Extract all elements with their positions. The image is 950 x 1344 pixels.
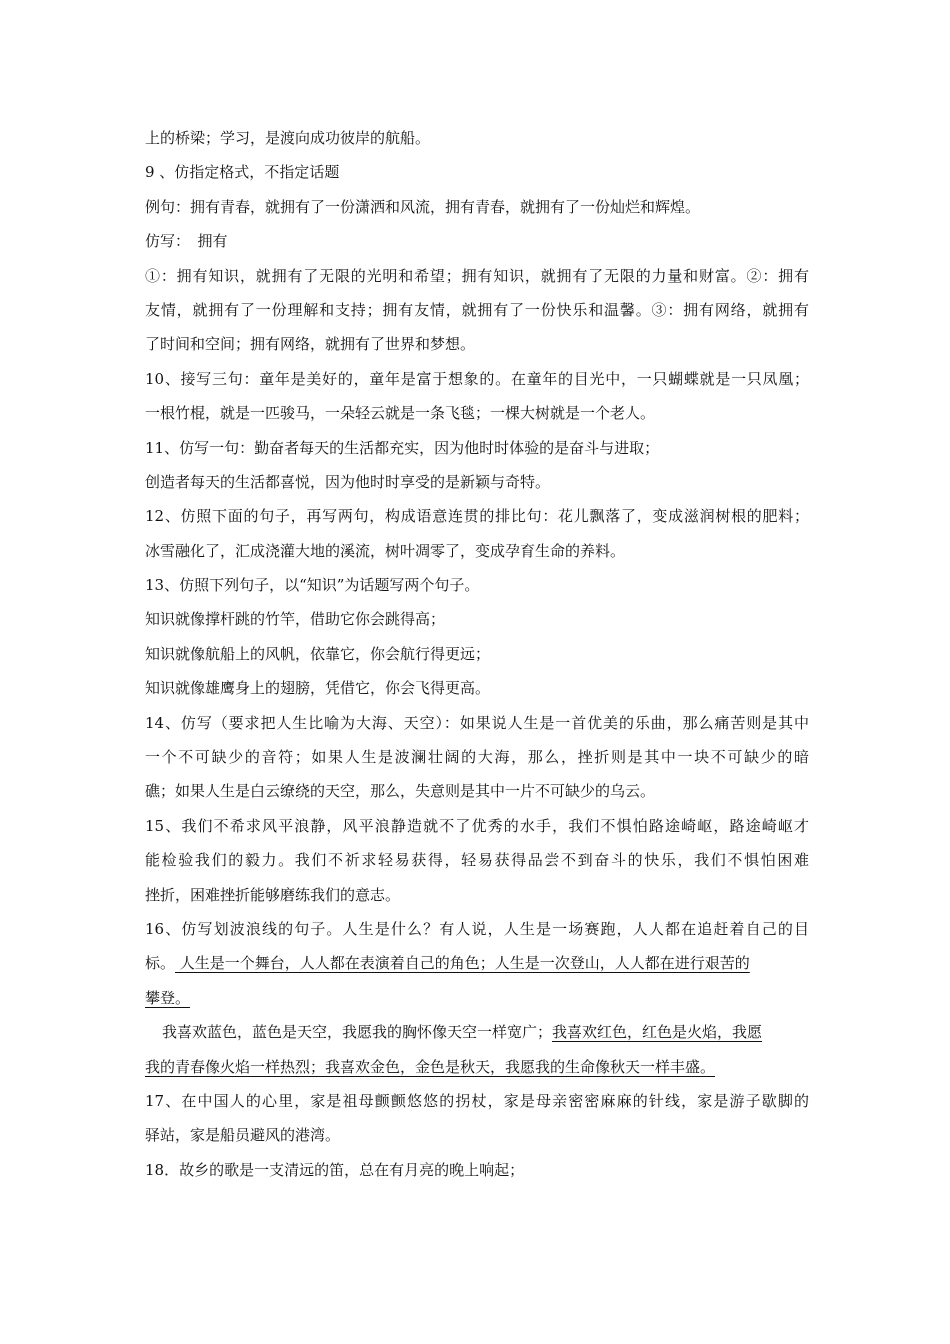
line-text: 14、仿写（要求把人生比喻为大海、天空）：如果说人生是一首优美的乐曲，那么痛苦则是其中 (145, 713, 809, 732)
section-heading-13 (145, 568, 809, 602)
text-line (145, 327, 809, 361)
text-line (145, 981, 809, 1015)
line-text: 一根竹棍，就是一匹骏马，一朵轻云就是一条飞毯；一棵大树就是一个老人。 (145, 404, 656, 423)
line-text: 仿写： 拥有 (145, 232, 228, 251)
underlined-answer: 攀登。 (145, 988, 191, 1007)
line-text: 上的桥梁；学习，是渡向成功彼岸的航船。 (145, 129, 431, 147)
text-line (145, 671, 809, 705)
text-line (145, 121, 809, 155)
line-text: 礁；如果人生是白云缭绕的天空，那么，失意则是其中一片不可缺少的乌云。 (145, 782, 656, 801)
underlined-answer: 我喜欢红色，红色是火焰，我愿 (552, 1023, 763, 1042)
line-text: 驿站，家是船员避风的港湾。 (145, 1126, 341, 1145)
line-text: 10、接写三句：童年是美好的，童年是富于想象的。在童年的目光中，一只蝴蝶就是一只凤凰； (145, 369, 809, 388)
section-heading-14 (145, 706, 809, 740)
line-text: 创造者每天的生活都喜悦，因为他时时享受的是新颖与奇特。 (145, 472, 551, 491)
text-line (145, 740, 809, 774)
section-heading-15 (145, 809, 809, 843)
text-line (145, 602, 809, 636)
text-line (145, 1015, 809, 1049)
text-line (145, 259, 809, 293)
line-text: 知识就像雄鹰身上的翅膀，凭借它，你会飞得更高。 (145, 679, 491, 698)
text-line (145, 1118, 809, 1152)
text-line (145, 1050, 809, 1084)
line-text: 我喜欢蓝色，蓝色是天空，我愿我的胸怀像天空一样宽广； (162, 1023, 553, 1042)
line-text: 13、仿照下列句子，以“知识”为话题写两个句子。 (145, 576, 480, 595)
line-text: ①：拥有知识，就拥有了无限的光明和希望；拥有知识，就拥有了无限的力量和财富。②：拥有 (145, 266, 809, 285)
line-text: 16、仿写划波浪线的句子。人生是什么？有人说，人生是一场赛跑，人人都在追赶着自己的目 (145, 919, 809, 938)
line-text: 9 、仿指定格式，不指定话题 (145, 163, 340, 182)
line-text: 友情，就拥有了一份理解和支持；拥有友情，就拥有了一份快乐和温馨。③：拥有网络，就拥有 (145, 300, 809, 319)
text-line (145, 190, 809, 224)
text-line (145, 534, 809, 568)
text-line (145, 293, 809, 327)
document-body (145, 121, 809, 1187)
section-heading-17 (145, 1084, 809, 1118)
section-heading-18 (145, 1153, 809, 1187)
text-line (145, 946, 809, 980)
text-line (145, 843, 809, 877)
underlined-answer: 人生是一个舞台，人人都在表演着自己的角色；人生是一次登山，人人都在进行艰苦的 (175, 954, 750, 973)
line-text: 了时间和空间；拥有网络，就拥有了世界和梦想。 (145, 335, 476, 354)
line-text: 11、仿写一句：勤奋者每天的生活都充实，因为他时时体验的是奋斗与进取； (145, 438, 660, 457)
line-text: 例句：拥有青春，就拥有了一份潇洒和风流，拥有青春，就拥有了一份灿烂和辉煌。 (145, 197, 701, 216)
text-line (145, 637, 809, 671)
line-text: 一个不可缺少的音符；如果人生是波澜壮阔的大海，那么，挫折则是其中一块不可缺少的暗 (145, 748, 809, 767)
line-text: 12、仿照下面的句子，再写两句，构成语意连贯的排比句：花儿飘落了，变成滋润树根的肥料； (145, 507, 809, 526)
line-text: 标。 (145, 954, 176, 973)
line-text: 15、我们不希求风平浪静，风平浪静造就不了优秀的水手，我们不惧怕路途崎岖，路途崎岖才 (145, 816, 809, 835)
line-text: 挫折，困难挫折能够磨练我们的意志。 (145, 885, 401, 904)
line-text: 知识就像航船上的风帆，依靠它，你会航行得更远； (145, 644, 491, 663)
text-line (145, 465, 809, 499)
underlined-answer: 我的青春像火焰一样热烈；我喜欢金色，金色是秋天，我愿我的生命像秋天一样丰盛。 (145, 1057, 716, 1076)
line-text: 知识就像撑杆跳的竹竿，借助它你会跳得高； (145, 610, 446, 629)
line-text: 冰雪融化了，汇成浇灌大地的溪流，树叶凋零了，变成孕育生命的养料。 (145, 541, 626, 560)
text-line (145, 224, 809, 258)
line-text: 18．故乡的歌是一支清远的笛，总在有月亮的晚上响起； (145, 1160, 525, 1179)
section-heading-16 (145, 912, 809, 946)
line-text: 能检验我们的毅力。我们不祈求轻易获得，轻易获得品尝不到奋斗的快乐，我们不惧怕困难 (145, 851, 809, 870)
section-heading-12 (145, 499, 809, 533)
text-line (145, 396, 809, 430)
section-heading-10 (145, 362, 809, 396)
text-line (145, 774, 809, 808)
section-heading-11 (145, 431, 809, 465)
line-text: 17、在中国人的心里，家是祖母颤颤悠悠的拐杖，家是母亲密密麻麻的针线，家是游子歇脚的 (145, 1091, 809, 1110)
text-line (145, 878, 809, 912)
section-heading-9 (145, 155, 809, 189)
